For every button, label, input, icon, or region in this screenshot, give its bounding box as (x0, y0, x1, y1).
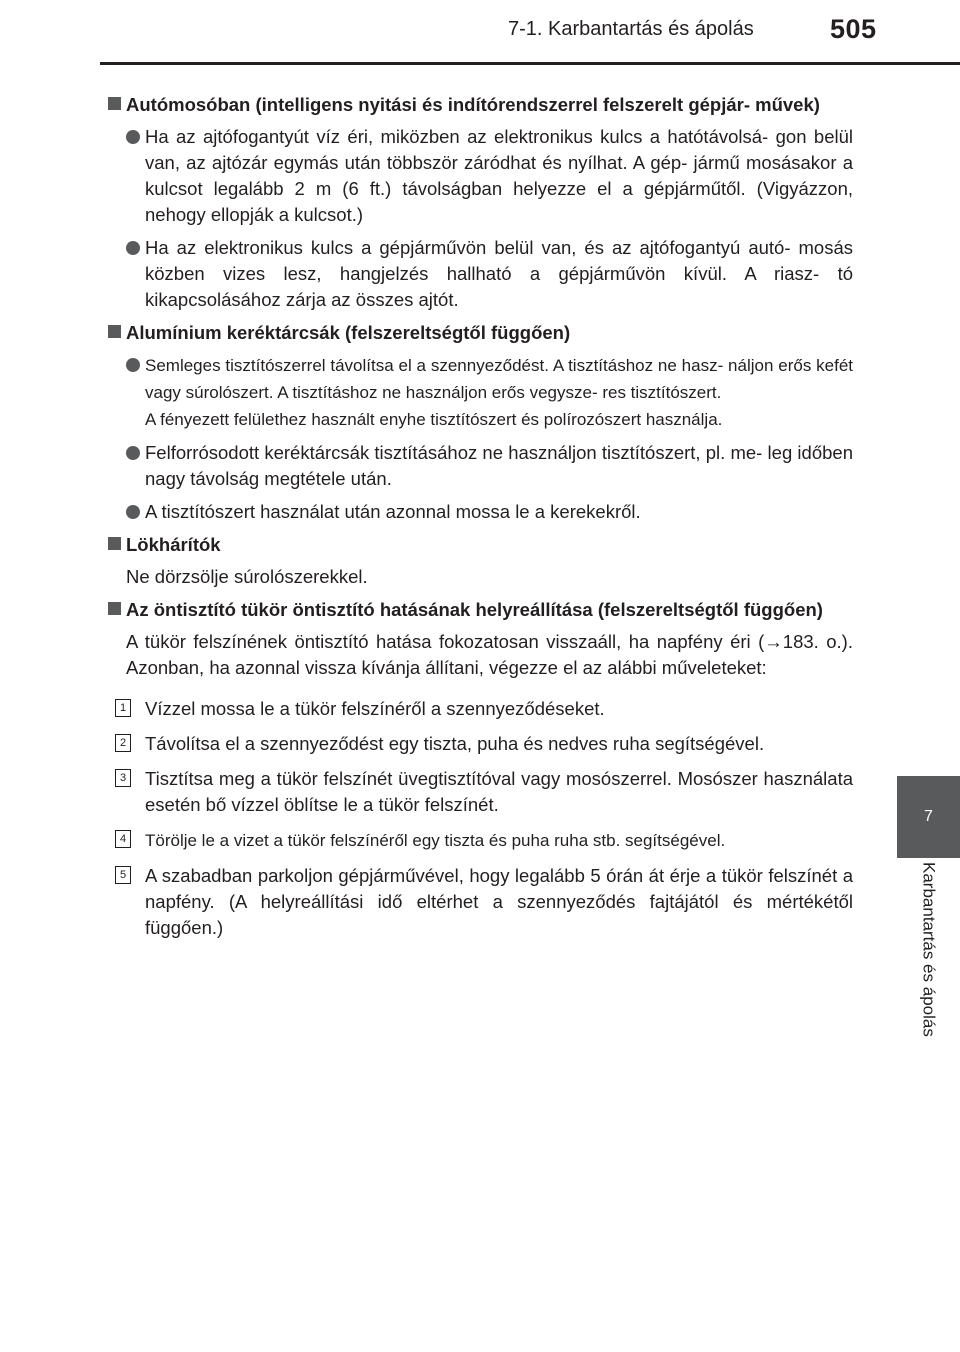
page-number: 505 (830, 14, 877, 44)
section-title: 7-1. Karbantartás és ápolás (508, 18, 754, 40)
heading-mirror (107, 597, 853, 623)
square-bullet-icon (108, 325, 121, 338)
heading-text: Az öntisztító tükör öntisztító hatásának helyreállítása (felszereltségtől függően) (126, 599, 823, 620)
chapter-tab[interactable] (897, 776, 960, 858)
step-text: Törölje le a vizet a tükör felszínéről egy tiszta és puha ruha stb. segítségével. (145, 831, 726, 850)
chapter-title-vertical (897, 862, 960, 1092)
list-item (107, 352, 853, 433)
square-bullet-icon (108, 537, 121, 550)
list-item (107, 440, 853, 492)
step-item (107, 731, 853, 757)
bullet-text: Felforrósodott keréktárcsák tisztításához ne használjon tisztítószert, pl. me- leg időben nagy távolság megtétele után. (145, 442, 853, 489)
heading-car-wash (107, 92, 853, 118)
page-content (107, 92, 853, 950)
step-item (107, 827, 853, 854)
step-number: 2 (115, 734, 131, 752)
circle-bullet-icon (126, 241, 140, 255)
heading-text: Autómosóban (intelligens nyitási és indítórendszerrel felszerelt gépjár- művek) (126, 94, 820, 115)
step-number: 4 (115, 830, 131, 848)
list-item (107, 235, 853, 313)
circle-bullet-icon (126, 358, 140, 372)
heading-text: Alumínium keréktárcsák (felszereltségtől függően) (126, 322, 571, 343)
header-rule (100, 62, 960, 65)
bullet-note: A fényezett felülethez használt enyhe tisztítószert és polírozószert használja. (145, 410, 723, 429)
square-bullet-icon (108, 97, 121, 110)
chapter-title: Karbantartás és ápolás (919, 862, 939, 1037)
step-item (107, 696, 853, 722)
heading-bumpers (107, 532, 853, 558)
circle-bullet-icon (126, 130, 140, 144)
bullet-text: Ha az elektronikus kulcs a gépjárművön belül van, és az ajtófogantyú autó- mosás közben vizes lesz, hangjelzés hallható a gépjárművön kívül. A riasz- tó kikapcsolásához zárja az összes ajtót. (145, 237, 853, 310)
step-item (107, 766, 853, 818)
circle-bullet-icon (126, 505, 140, 519)
step-item (107, 863, 853, 941)
step-number: 1 (115, 699, 131, 717)
step-text: Vízzel mossa le a tükör felszínéről a szennyeződéseket. (145, 698, 605, 719)
paragraph: A tükör felszínének öntisztító hatása fokozatosan visszaáll, ha napfény éri (→183. o.). Azonban, ha azonnal vissza kívánja állítani, végezze el az alábbi műveleteket: (126, 631, 853, 678)
step-text: A szabadban parkoljon gépjárművével, hogy legalább 5 órán át érje a tükör felszínét a napfény. (A helyreállítási idő eltérhet a szennyeződés fajtájától és mértékétől függően.) (145, 865, 853, 938)
step-number: 3 (115, 769, 131, 787)
step-text: Tisztítsa meg a tükör felszínét üvegtisztítóval vagy mosószerrel. Mosószer használata esetén bő vízzel öblítse le a tükör felszínét. (145, 768, 853, 815)
step-text: Távolítsa el a szennyeződést egy tiszta, puha és nedves ruha segítségével. (145, 733, 765, 754)
bullet-text: Ha az ajtófogantyút víz éri, miközben az elektronikus kulcs a hatótávolsá- gon belül van, az ajtózár egymás után többször záródhat és nyílhat. A gép- jármű mosásakor a kulcsot legalább 2 m (6 ft.) távolságban helyezze el a gépjárműtől. (Vigyázzon, nehogy ellopják a kulcsot.) (145, 126, 853, 225)
bullet-text: Semleges tisztítószerrel távolítsa el a szennyeződést. A tisztításhoz ne hasz- náljon erős kefét vagy súrolószert. A tisztításhoz ne használjon erős vegysze- res tisztítószert. (145, 356, 853, 402)
heading-text: Lökhárítók (126, 534, 221, 555)
step-number: 5 (115, 866, 131, 884)
list-item (107, 499, 853, 525)
bullet-text: A tisztítószert használat után azonnal mossa le a kerekekről. (145, 501, 641, 522)
heading-alloy-wheels (107, 320, 853, 346)
list-item (107, 124, 853, 228)
square-bullet-icon (108, 602, 121, 615)
chapter-number: 7 (924, 808, 933, 825)
paragraph: Ne dörzsölje súrolószerekkel. (126, 566, 368, 587)
circle-bullet-icon (126, 446, 140, 460)
